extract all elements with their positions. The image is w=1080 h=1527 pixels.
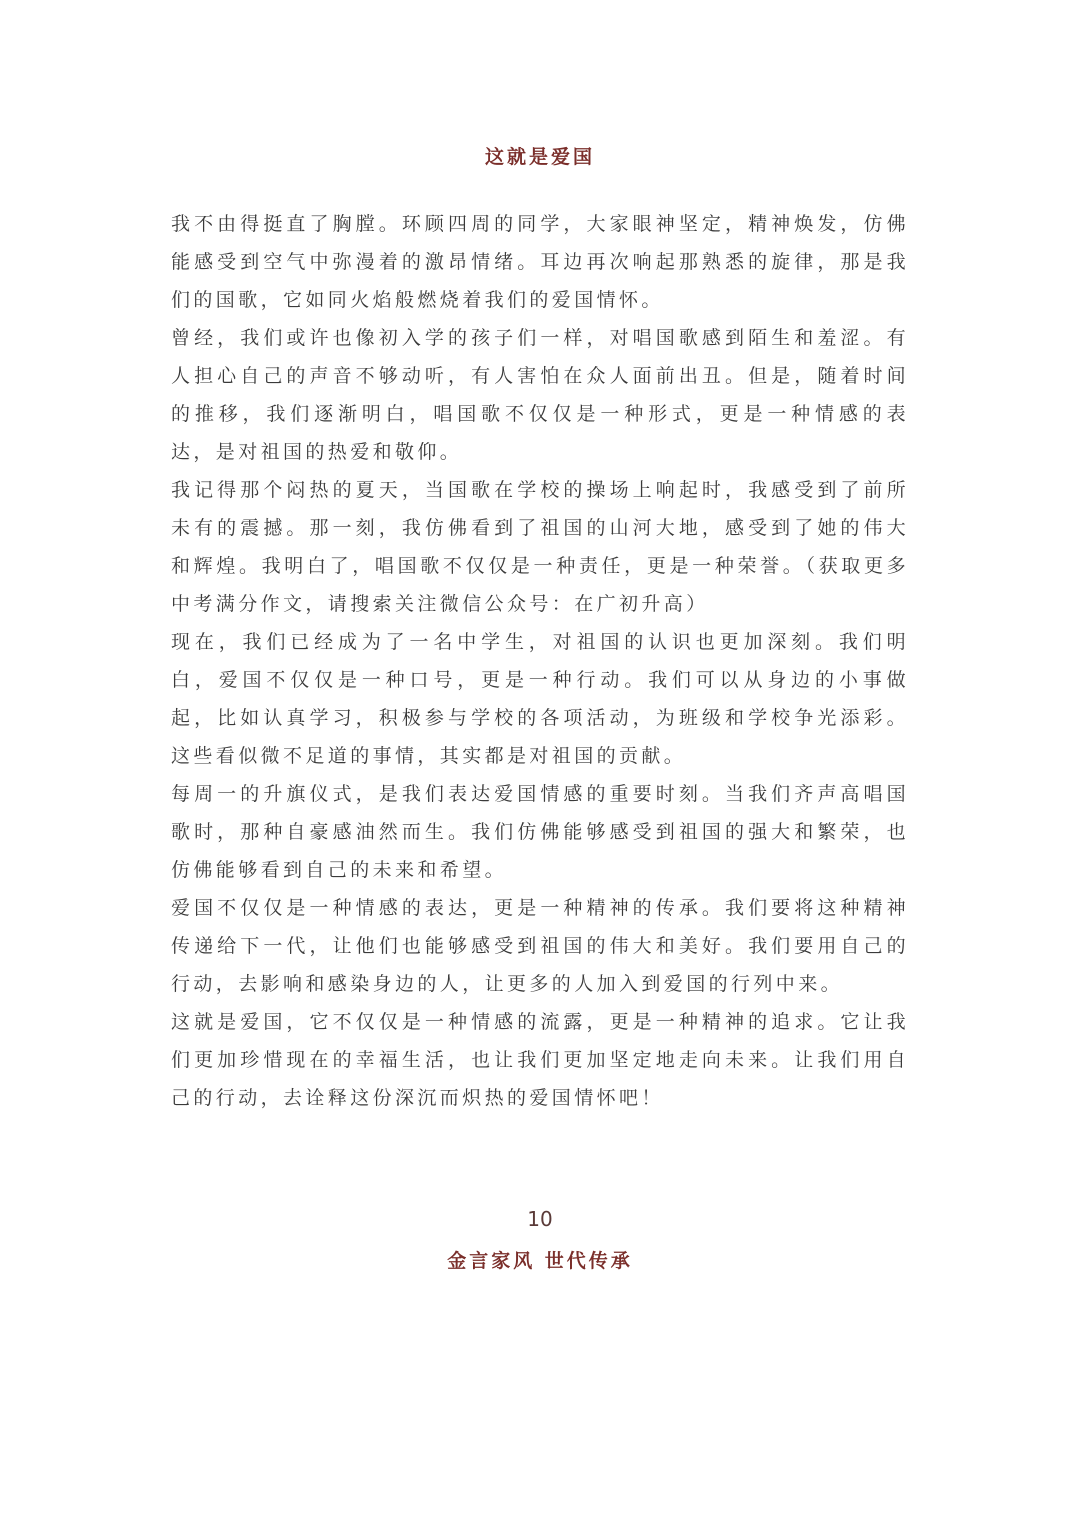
essay-body [171, 205, 909, 1117]
paragraph: 每周一的升旗仪式，是我们表达爱国情感的重要时刻。当我们齐声高唱国歌时，那种自豪感油然而生。我们仿佛能够感受到祖国的强大和繁荣，也仿佛能够看到自己的未来和希望。 [171, 783, 909, 881]
paragraph: 现在，我们已经成为了一名中学生，对祖国的认识也更加深刻。我们明白，爱国不仅仅是一种口号，更是一种行动。我们可以从身边的小事做起，比如认真学习，积极参与学校的各项活动，为班级和学校争光添彩。这些看似微不足道的事情，其实都是对祖国的贡献。 [171, 631, 909, 767]
paragraph: 这就是爱国，它不仅仅是一种情感的流露，更是一种精神的追求。它让我们更加珍惜现在的幸福生活，也让我们更加坚定地走向未来。让我们用自己的行动，去诠释这份深沉而炽热的爱国情怀吧！ [171, 1011, 909, 1109]
paragraph: 曾经，我们或许也像初入学的孩子们一样，对唱国歌感到陌生和羞涩。有人担心自己的声音不够动听，有人害怕在众人面前出丑。但是，随着时间的推移，我们逐渐明白，唱国歌不仅仅是一种形式，更是一种情感的表达，是对祖国的热爱和敬仰。 [171, 327, 909, 463]
page-number: 10 [527, 1207, 553, 1231]
footer-motto: 金言家风 世代传承 [447, 1250, 633, 1272]
paragraph: 我记得那个闷热的夏天，当国歌在学校的操场上响起时，我感受到了前所未有的震撼。那一刻，我仿佛看到了祖国的山河大地，感受到了她的伟大和辉煌。我明白了，唱国歌不仅仅是一种责任，更是一种荣誉。（获取更多中考满分作文，请搜索关注微信公众号：在广初升高） [171, 479, 909, 615]
paragraph: 爱国不仅仅是一种情感的表达，更是一种精神的传承。我们要将这种精神传递给下一代，让他们也能够感受到祖国的伟大和美好。我们要用自己的行动，去影响和感染身边的人，让更多的人加入到爱国的行列中来。 [171, 897, 909, 995]
page-title: 这就是爱国 [484, 146, 595, 168]
paragraph: 我不由得挺直了胸膛。环顾四周的同学，大家眼神坚定，精神焕发，仿佛能感受到空气中弥漫着的激昂情绪。耳边再次响起那熟悉的旋律，那是我们的国歌，它如同火焰般燃烧着我们的爱国情怀。 [171, 213, 909, 311]
